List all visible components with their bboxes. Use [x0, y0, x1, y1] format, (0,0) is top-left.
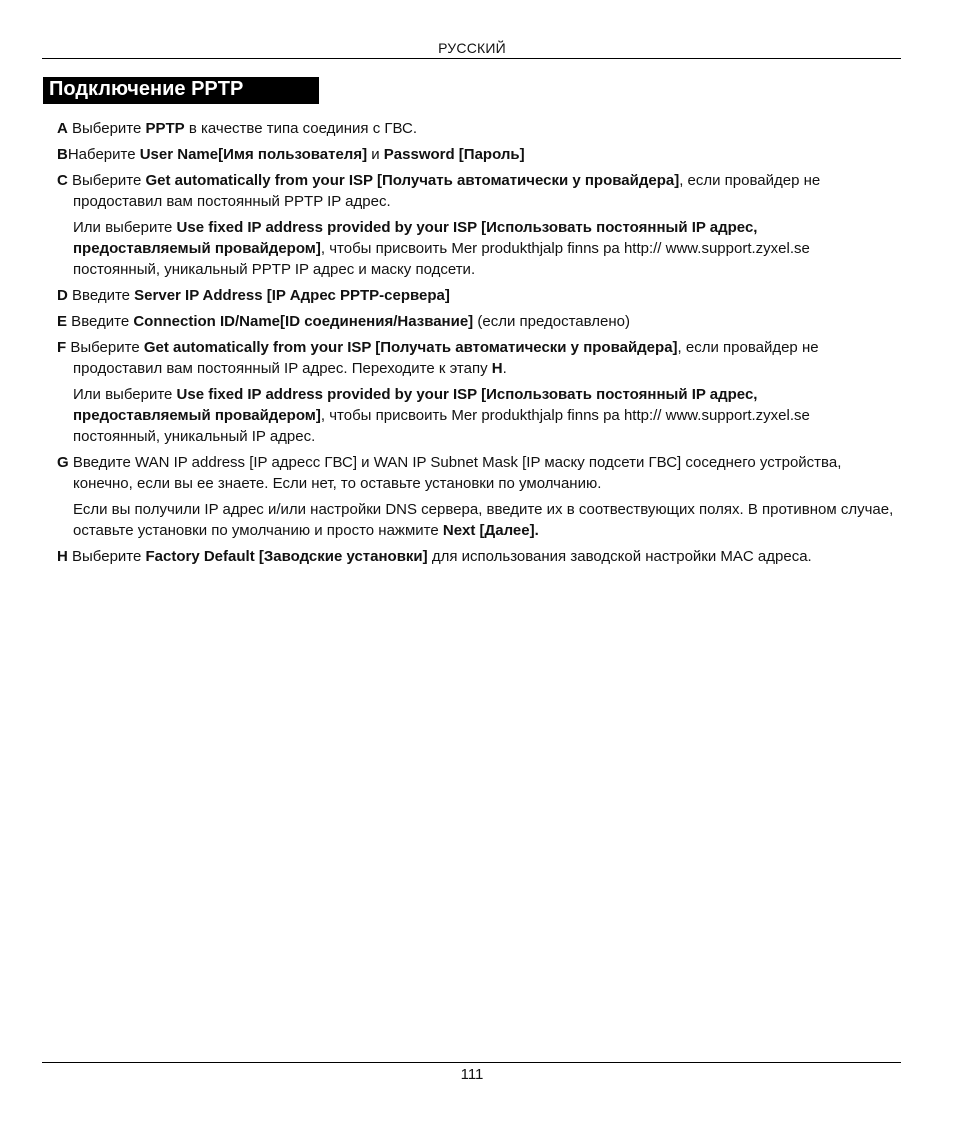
step-f: F Выберите Get automatically from your ISP [Получать автоматически у провайдера], если провайдер не продоставил вам постоянный IP адрес. Переходите к этапу H. — [57, 339, 819, 377]
step-letter: C — [57, 172, 68, 189]
section-title: Подключение PPTP — [43, 77, 319, 104]
step-letter: E — [57, 313, 68, 330]
step-e: E Введите Connection ID/Name[ID соединения/Название] (если предоставлено) — [57, 313, 630, 330]
step-g: G Введите WAN IP address [IP адресс ГВС] и WAN IP Subnet Mask [IP маску подсети ГВС] соседнего устройства, конечно, если вы ее знаете. Если нет, то оставьте установки по умолчанию. — [57, 454, 842, 492]
instructions — [57, 118, 897, 572]
step-a: A Выберите PPTP в качестве типа соединия с ГВС. — [57, 120, 418, 137]
step-letter: A — [57, 120, 68, 137]
step-b: BНаберите User Name[Имя пользователя] и Password [Пароль] — [57, 146, 525, 163]
step-letter: H — [57, 548, 68, 565]
step-g-note: Если вы получили IP адрес и/или настройки DNS сервера, введите их в соотвествующих полях. В противном случае, оставьте установки по умолчанию и просто нажмите Next [Далее]. — [73, 501, 894, 539]
step-letter: G — [57, 454, 69, 471]
step-d: D Введите Server IP Address [IP Адрес PPTP-сервера] — [57, 287, 450, 304]
step-h: H Выберите Factory Default [Заводские установки] для использования заводской настройки MAC адреса. — [57, 548, 812, 565]
step-c-note: Или выберите Use fixed IP address provided by your ISP [Использовать постоянный IP адрес, предоставляемый провайдером], чтобы присвоить Mer produkthjalp finns pa http:// www.support.zyxel.se постоянный, уникальный PPTP IP адрес и маску подсети. — [73, 219, 810, 278]
header-language: РУССКИЙ — [438, 40, 506, 56]
step-letter: F — [57, 339, 67, 356]
step-letter: D — [57, 287, 68, 304]
top-rule — [42, 58, 901, 59]
step-letter: B — [57, 146, 68, 163]
step-f-note: Или выберите Use fixed IP address provided by your ISP [Использовать постоянный IP адрес, предоставляемый провайдером], чтобы присвоить Mer produkthjalp finns pa http:// www.support.zyxel.se постоянный, уникальный IP адрес. — [73, 386, 810, 445]
page-number: 111 — [460, 1066, 484, 1083]
bottom-rule — [42, 1062, 901, 1063]
step-c: C Выберите Get automatically from your ISP [Получать автоматически у провайдера], если провайдер не продоставил вам постоянный PPTP IP адрес. — [57, 172, 821, 210]
